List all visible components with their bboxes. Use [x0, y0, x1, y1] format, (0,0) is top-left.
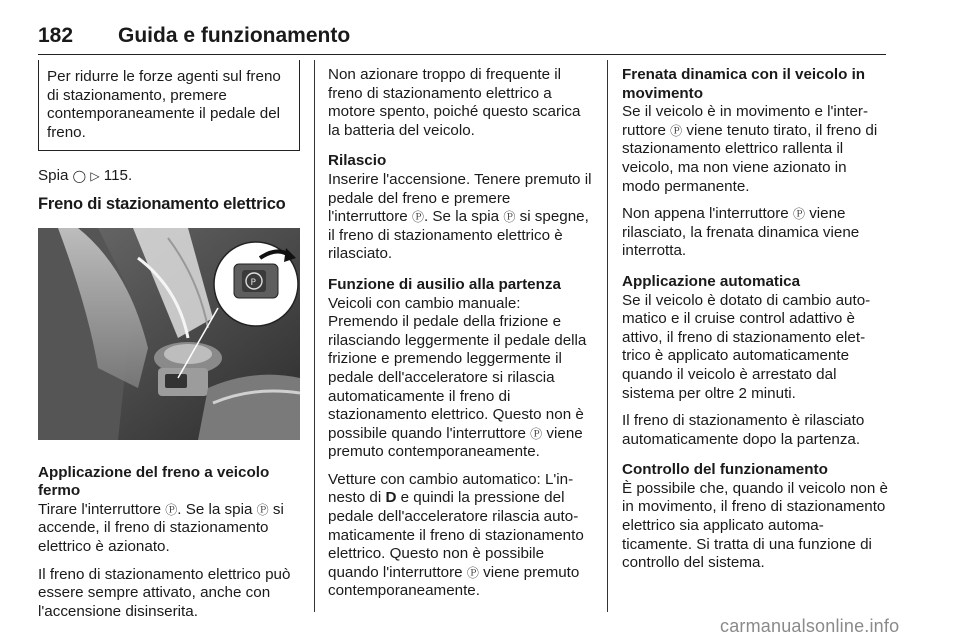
paragraph-auto-apply: Se il veicolo è dotato di cambio automatico e il cruise control adattivo è attivo, il freno di stazionamento elettrico è applicato automaticamente quando il veicolo è arrestato dal sistema per oltre 2 minuti.: [622, 291, 871, 402]
paragraph-always: Il freno di stazionamento elettrico può essere sempre attivato, anche con l'accensione disinserita.: [38, 565, 291, 620]
column-right: [622, 60, 888, 582]
heading-rilascio: Rilascio: [328, 152, 387, 170]
spia-reference: Spia ◯ ▷ 115.: [38, 167, 133, 185]
brake-switch-icon: Ⓟ: [503, 210, 516, 225]
parking-brake-figure: [38, 228, 300, 440]
paragraph-automatic: Vetture con cambio automatico: L'innesto di D e quindi la pressione del pedale dell'acceleratore rilascia automaticamente il freno di stazionamento elettrico. Questo non è possibile quando l'interruttore Ⓟ viene premuto contemporaneamente.: [328, 470, 584, 600]
brake-switch-icon: Ⓟ: [466, 565, 479, 580]
note-box: [38, 60, 300, 151]
section-title: Freno di stazionamento elettrico: [38, 194, 286, 213]
heading-automatica: Applicazione automatica: [622, 272, 801, 290]
paragraph-apply: Tirare l'interruttore Ⓟ. Se la spia Ⓟ si accende, il freno di stazionamento elettrico è azionato.: [38, 500, 284, 555]
paragraph-battery: Non azionare troppo di frequente il freno di stazionamento elettrico a motore spento, poiché questo scarica la batteria del veicolo.: [328, 66, 581, 139]
brake-switch-icon: Ⓟ: [165, 502, 178, 517]
watermark-text: carmanualsonline.info: [720, 616, 900, 636]
paragraph-dynamic-release: Non appena l'interruttore Ⓟ viene rilasciato, la frenata dinamica viene interrotta.: [622, 205, 860, 260]
brake-switch-icon: Ⓟ: [256, 502, 269, 517]
gear-d-label: D: [385, 489, 397, 507]
heading-ausilio: Funzione di ausilio alla partenza: [328, 275, 561, 293]
note-text: Per ridurre le forze agenti sul freno di stazionamento, premere contemporaneamente il pedale del freno.: [47, 68, 281, 141]
column-middle: [328, 60, 594, 610]
page-ref-arrow-icon: ▷: [90, 169, 100, 184]
page-number: 182: [38, 24, 74, 47]
column-divider: [314, 60, 315, 612]
brake-switch-icon: Ⓟ: [530, 426, 543, 441]
brake-switch-icon: Ⓟ: [670, 123, 683, 138]
heading-controllo: Controllo del funzionamento: [622, 461, 828, 479]
paragraph-manual: Veicoli con cambio manuale: Premendo il pedale della frizione e rilasciando leggermente il pedale della frizione e premendo leggermente il pedale dell'acceleratore si rilascia automaticamente il freno di stazionamento elettrico. Questo non è possibile quando l'interruttore Ⓟ viene premuto contemporaneamente.: [328, 294, 587, 461]
brake-switch-icon: Ⓟ: [792, 207, 805, 222]
paragraph-release: Inserire l'accensione. Tenere premuto il pedale del freno e premere l'interruttore Ⓟ. Se la spia Ⓟ si spegne, il freno di stazionamento elettrico è rilasciato.: [328, 170, 592, 263]
brake-warning-lamp-icon: ◯: [72, 169, 87, 184]
column-left: [38, 60, 300, 630]
paragraph-control: È possibile che, quando il veicolo non è in movimento, il freno di stazionamento elettrico sia applicato automaticamente. Si tratta di una funzione di controllo del sistema.: [622, 479, 888, 572]
heading-dinamica: Frenata dinamica con il veicolo in movimento: [622, 66, 866, 102]
page-header: [38, 20, 886, 55]
paragraph-auto-release: Il freno di stazionamento è rilasciato automaticamente dopo la partenza.: [622, 412, 865, 448]
heading-applicazione: Applicazione del freno a veicolo fermo: [38, 463, 270, 500]
paragraph-dynamic: Se il veicolo è in movimento e l'interruttore Ⓟ viene tenuto tirato, il freno di stazionamento elettrico rallenta il veicolo, ma non viene azionato in modo permanente.: [622, 103, 878, 195]
column-divider: [607, 60, 608, 612]
page-title: Guida e funzionamento: [118, 24, 351, 47]
svg-text:P: P: [250, 277, 256, 288]
console-illustration: [38, 228, 300, 440]
brake-switch-icon: Ⓟ: [411, 210, 424, 225]
